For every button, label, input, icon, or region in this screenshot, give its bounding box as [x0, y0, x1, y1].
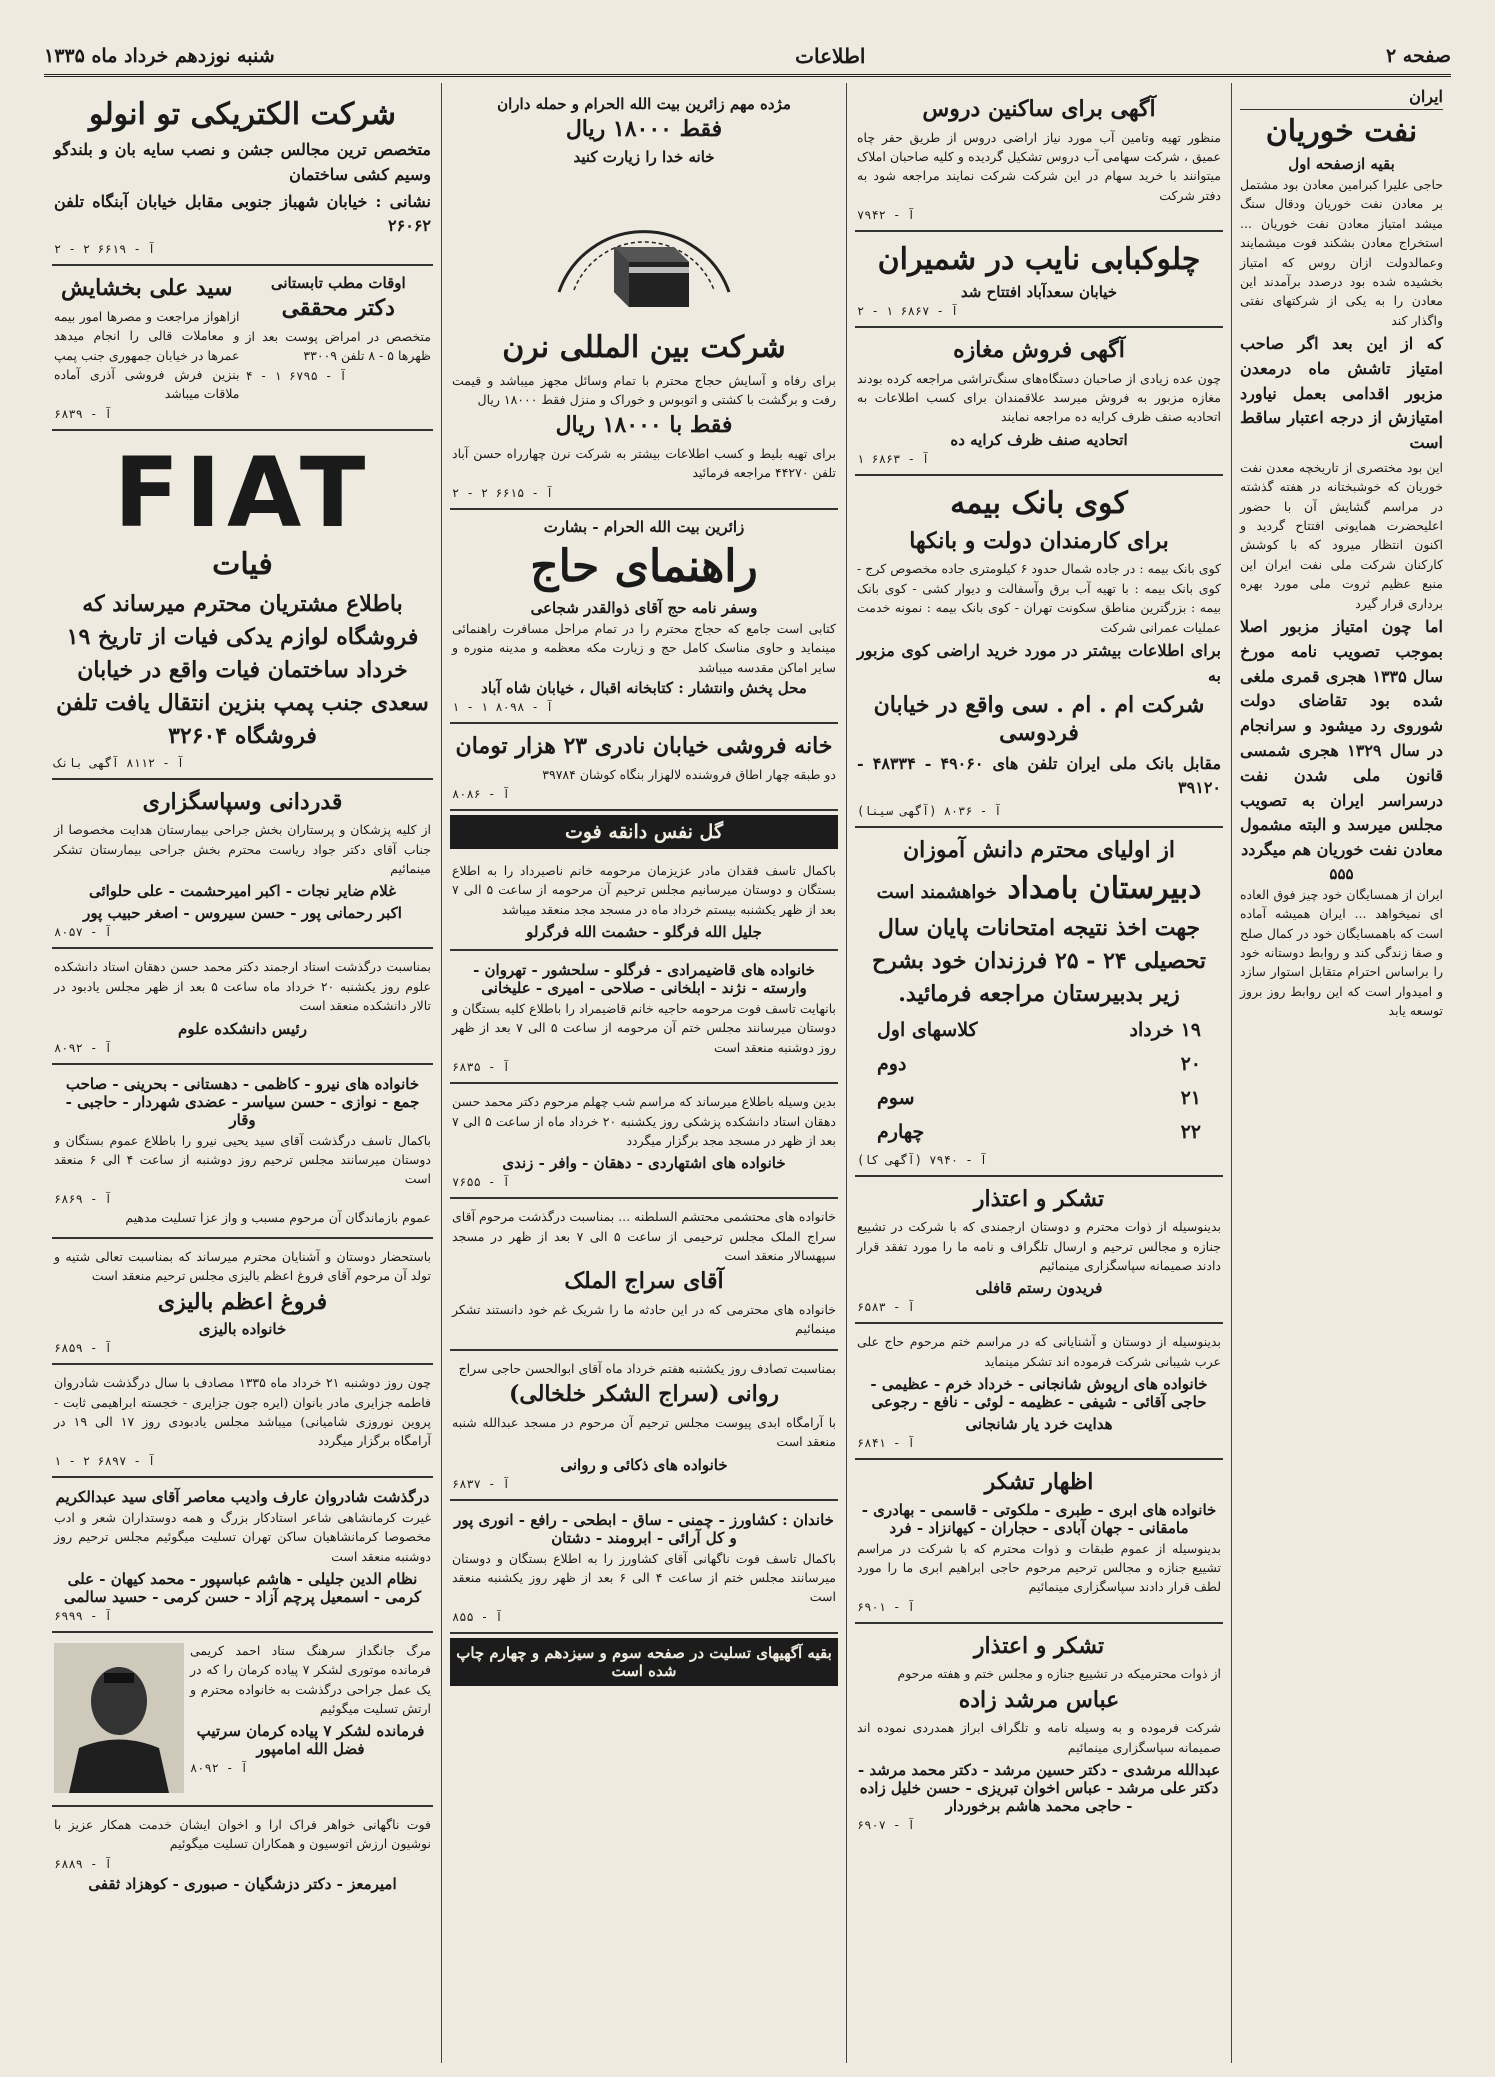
bakh-text: ازاهواز مراجعت و مصرها امور بیمه و معاملات قالی را انجام میدهد عمرها در خیابان جمهوری جنب پمپ بنزین فرش فروشی آذری آماده ملاقات میباشد — [54, 308, 240, 402]
schedule-date: ۱۹ خرداد — [1129, 1018, 1201, 1041]
schedule-row — [857, 1081, 1221, 1115]
doc-code: آ - ۶۷۹۵ ۱ - ۴ — [245, 368, 347, 383]
ad-chelokababi-sub: خیابان سعدآباد افتتاح شد — [960, 283, 1118, 302]
thanks-1-text: بدینوسیله از ذوات محترم و دوستان ارجمندی که با شرکت در تشییع جنازه و مجالس ترحیم و ارسال تلگراف و نامه ما را مورد تفقد قرار دادند صمیمانه سپاسگزاری مینمائیم — [857, 1219, 1221, 1273]
thanks-2-sig: هدایت خرد یار شانجانی — [965, 1415, 1113, 1434]
ad-shop-text: چون عده زیادی از صاحبان دستگاه‌های سنگ‌تراشی مراجعه کرده بودند مغازه مزبور به فروش میرسد علاقمندان برای کسب اطلاعات به اتحادیه صنف ظرف کرایه ده مراجعه نمایند — [857, 370, 1221, 425]
fam5-code: آ - ۸۰۹۲ — [190, 1761, 248, 1776]
article-continuation: بقیه ازصفحه اول — [1288, 155, 1395, 173]
fam6-sig: امیرمعز - دکتر دزشگیان - صبوری - کوهزاد ثقفی — [88, 1874, 397, 1893]
obituary-2-families: خانواده های قاضیمرادی - فرگلو - سلحشور - تهروان - وارسته - نژند - ابلخانی - صلاحی - امیری - علیخانی — [473, 961, 815, 998]
article-bold-2: اما چون امتیاز مزبور اصلا بموجب تصویب نامه مورخ سال ۱۳۳۵ هجری قمری ملغی شده بود تقاضای دولت شوروی رد میشود و سرانجام در سال ۱۳۲۹ هجری شمسی قانون ملی شدن نفت درسراسر ایران به تصویب مجلس میرسد و البته مشمول معادن نفت خوریان هم میگردد — [1240, 616, 1443, 860]
obituary-3-code: آ - ۷۶۵۵ — [452, 1175, 510, 1190]
guide-dist: محل پخش وانتشار : کتابخانه اقبال ، خیابان شاه آباد — [481, 679, 807, 697]
thanks-1-sig: فریدون رستم قافلی — [975, 1279, 1103, 1298]
house-title: خانه فروشی خیابان نادری ۲۳ هزار تومان — [455, 733, 833, 759]
thanks-3-text: بدینوسیله از عموم طبقات و ذوات محترم که با شرکت در مراسم تشییع جنازه و مجالس ترحیم مرحوم حاجی ابراهیم ابری ما را مورد لطف قرار دادند سپاسگزاری مینمائیم — [857, 1540, 1221, 1595]
school-name: دبیرستان بامداد — [1007, 870, 1202, 906]
obituary-footer: بقیه آگهیهای تسلیت در صفحه سوم و سیزدهم و چهارم چاپ شده است — [450, 1638, 838, 1686]
obituary-4-title: آقای سراج الملک — [564, 1268, 724, 1295]
guide-top: زائرین بیت الله الحرام - بشارت — [543, 517, 745, 536]
obituary-2-text: بانهایت تاسف فوت مرحومه حاجیه خانم قاضیمراد را باطلاع کلیه بستگان و دوستان میرسانند مجلس ختم آن مرحومه از ساعت ۵ الی ۷ بعد از ظهر روز دوشنبه منعقد است — [452, 1001, 836, 1055]
school-code: آ - ۷۹۴۰ (آگهی کا) — [857, 1152, 988, 1167]
ad-chelokababi — [855, 232, 1223, 328]
school-schedule — [857, 1013, 1221, 1150]
schedule-row — [857, 1115, 1221, 1149]
fam2-sig: خانواده بالیزی — [198, 1320, 287, 1339]
q2-text: بمناسبت درگذشت استاد ارجمند دکتر محمد حسن دهقان استاد دانشکده علوم روز یکشنبه ۲۰ خرداد ماه ساعت ۵ بعد از ظهر مجلس یادبود در تالار دانشکده منعقد است — [54, 959, 431, 1014]
fam5-sig: فرمانده لشکر ۷ پیاده کرمان سرتیپ فضل الله امامپور — [196, 1722, 425, 1759]
thanks-1-code: آ - ۶۵۸۳ — [857, 1300, 915, 1315]
schedule-date: ۲۲ — [1180, 1121, 1201, 1144]
notice-family-4 — [52, 1478, 433, 1633]
fam1-code: آ - ۶۸۶۹ — [54, 1191, 112, 1206]
ad-doctor — [246, 272, 432, 420]
ad-kuy-sub: برای کارمندان دولت و بانکها — [909, 527, 1169, 554]
guide-code: آ - ۸۰۹۸ ۱ - ۱ — [452, 700, 554, 714]
fam4-sig: نظام الدین جلیلی - هاشم عباسپور - محمد کیهان - علی کرمی - اسمعیل پرچم آزاد - حسن کرمی - حسید سالمی — [63, 1569, 422, 1606]
schedule-class: سوم — [877, 1087, 915, 1110]
obituary-1-sig: جلیل الله فرگلو - حشمت الله فرگرلو — [526, 923, 762, 942]
fam1-text: باکمال تاسف درگذشت آقای سید یحیی نیرو را باطلاع عموم بستگان و دوستان میرسانند مجلس ترحیم روز دوشنبه از ساعت ۴ الی ۶ منعقد است — [54, 1132, 431, 1187]
bakh-code: آ - ۶۸۳۹ — [54, 406, 112, 421]
schedule-class: کلاسهای اول — [877, 1018, 978, 1041]
ad-darrous-code: آ - ۷۹۴۲ — [857, 208, 915, 223]
ad-fiat — [52, 431, 433, 780]
ad-hajj-price: فقط ۱۸۰۰۰ ریال — [565, 116, 723, 142]
obituary-1-text: باکمال تاسف فقدان مادر عزیزمان مرحومه خانم ناصیرداد را به اطلاع بستگان و دوستان میرسانیم مجلس ترحیم آن مرحومه از ساعت ۵ الی ۷ بعد از ظهر یکشنبه بیستم خرداد ماه در مسجد مجد منعقد میباشد — [452, 862, 836, 917]
ad-kuy-title: کوی بانک بیمه — [950, 485, 1128, 521]
ad-hajj — [450, 87, 838, 510]
obituary-5-code: آ - ۶۸۳۷ — [452, 1476, 510, 1491]
ad-hajj-company: شرکت بین المللی نرن — [502, 329, 786, 365]
house-text: دو طبقه چهار اطاق فروشنده لالهزار بنگاه کوشان ۳۹۷۸۴ — [542, 766, 836, 782]
ad-kuy-phone: مقابل بانک ملی ایران تلفن های ۴۹۰۶۰ - ۴۸۳۳۴ - ۳۹۱۲۰ — [857, 753, 1222, 798]
elec-text: متخصص ترین مجالس جشن و نصب سایه بان و بلندگو وسیم کشی ساختمان — [54, 140, 431, 184]
school-name-suffix: خواهشمند است — [876, 881, 997, 903]
ad-hajj-price-2: فقط با ۱۸۰۰۰ ریال — [555, 412, 733, 439]
thanks-2 — [855, 1324, 1223, 1460]
fam2-text: باستحضار دوستان و آشنایان محترم میرساند که بمناسبت تعالی شتیه و تولد آن مرحوم آقای فروغ اعظم بالیزی مجلس ترحیم منعقد است — [54, 1249, 431, 1284]
article-body-1: حاجی علیرا کبرامین معادن بود مشتمل بر معادن نفت خوریان ودقال سنگ میشد امتیاز معادن نفت خوریان ... استخراج معادن بشکند فوت میشمایند وعمالدولت ازان روس که امتیاز بخشیده شده بود درصدد برآمدند این معادن را به یکی از شرکتهای نفتی واگذار کند — [1240, 177, 1443, 328]
article-bold-1: که از این بعد اگر صاحب امتیاز تاشش ماه درمعدن مزبور اقدامی بعمل نیاورد امتیازش از درجه اعتبار ساقط است — [1240, 334, 1443, 453]
thanks-3-title: اظهار تشکر — [984, 1469, 1094, 1496]
ad-house — [450, 724, 838, 811]
ad-bakhshayesh — [54, 272, 240, 420]
thanks-4-sig: عبدالله مرشدی - دکتر حسین مرشد - دکتر محمد مرشد - دکتر علی مرشد - عباس اخوان تبریزی - حسن خلیل زاده - حاجی محمد هاشم برخوردار — [857, 1761, 1221, 1816]
obituary-3-families: خانواده های اشتهاردی - دهقان - وافر - زندی — [502, 1154, 786, 1173]
fam2-name: فروغ اعظم بالیزی — [157, 1288, 328, 1315]
masthead — [44, 38, 1451, 77]
thanks-4 — [855, 1624, 1223, 1840]
guide-text: کتابی است جامع که حجاج محترم را در تمام مراحل مسافرت راهنمائی مینماید و حاوی مناسک کامل حج و زیارت مکه معظمه و مدینه منوره و سایر اماکن مقدسه میباشد — [452, 620, 836, 675]
thanks-2-code: آ - ۶۸۴۱ — [857, 1436, 915, 1451]
schedule-date: ۲۰ — [1180, 1053, 1201, 1076]
notice-faculty — [52, 949, 433, 1064]
obituary-4-text: خانواده های محتشمی محتشم السلطنه ... بمناسبت درگذشت مرحوم آقای سراج الملک مجلس ترحیمی از ساعت ۵ الی ۷ بعد از ظهر در مسجد سپهسالار منعقد است — [452, 1209, 836, 1264]
masthead-date: شنبه نوزدهم خرداد ماه ۱۳۳۵ — [44, 45, 275, 67]
schedule-row — [857, 1047, 1221, 1081]
thanks-3-families: خانواده های ابری - طبری - ملکوتی - قاسمی - بهادری - مامقانی - جهان آبادی - حجاران - کیهانزاد - فرد — [861, 1500, 1217, 1537]
thanks-4-code: آ - ۶۹۰۷ — [857, 1818, 915, 1833]
q-title: قدردانی وسپاسگزاری — [142, 788, 343, 815]
ad-darrous-title: آگهی برای ساکنین دروس — [922, 96, 1156, 122]
elec-code: آ - ۶۶۱۹ ۲ - ۲ — [54, 242, 156, 257]
obituary-2-code: آ - ۶۸۳۵ — [452, 1060, 510, 1075]
kaaba-emblem-icon — [529, 172, 759, 322]
ad-school-bamdad — [855, 828, 1223, 1176]
notice-family-3 — [52, 1365, 433, 1478]
school-title: از اولیای محترم دانش آموزان — [903, 837, 1175, 864]
ad-kuy-items: کوی بانک بیمه : در جاده شمال حدود ۶ کیلومتری جاده مخصوص کرج - کوی بانک بیمه : با تهیه آب برق وآسفالت و دیوار کشی - کوی بانک بیمه : بزرگترین مناطق سکونت تهران - کوی بانک بیمه : نمونه خدمت عملیات عمرانی شرکت — [857, 561, 1221, 635]
obituary-5 — [450, 1351, 838, 1501]
ad-hajj-top: مژده مهم زائرین بیت الله الحرام و حمله داران — [497, 95, 791, 113]
ad-chelokababi-title: چلوکبابی نایب در شمیران — [877, 242, 1201, 278]
obituary-5-families: خانواده های ذکائی و روانی — [560, 1455, 728, 1474]
article-title: نفت خوریان — [1265, 114, 1418, 149]
ad-shop-sig: اتحادیه صنف ظرف کرایه ده — [950, 430, 1128, 449]
obituary-6-families: خاندان : کشاورز - چمنی - ساق - ابطحی - رافع - انوری پور و کل آرائی - ابرومند - دشتان — [454, 1510, 834, 1547]
guide-author: وسفر نامه حج آقای ذوالقدر شجاعی — [530, 598, 758, 617]
fam4-code: آ - ۶۹۹۹ — [54, 1608, 112, 1623]
doc-text: متخصص در امراض پوست بعد از ظهرها ۵ - ۸ تلفن ۳۳۰۰۹ — [245, 328, 431, 364]
obituary-2 — [450, 951, 838, 1084]
ad-shop-sale — [855, 328, 1223, 476]
article-separator: ۵۵۵ — [1329, 864, 1354, 883]
ad-kuy-bimeh — [855, 476, 1223, 828]
schedule-date: ۲۱ — [1180, 1087, 1201, 1110]
fiat-code: آ - ۸۱۱۲ آگهی بانک — [54, 755, 185, 770]
fam1-note: عموم بازماندگان آن مرحوم مسبب و واز عزا تسلیت مدهیم — [125, 1209, 431, 1225]
house-code: آ - ۸۰۸۶ — [452, 786, 510, 801]
thanks-3-code: آ - ۶۹۰۱ — [857, 1599, 915, 1614]
school-text: جهت اخذ نتیجه امتحانات پایان سال تحصیلی ۲۴ - ۲۵ فرزندان خود بشرح زیر بدبیرستان مراجعه فرمائید. — [871, 914, 1207, 1007]
notice-family-5 — [52, 1633, 433, 1807]
ad-shop-code: آ - ۶۸۶۳ ۱ — [857, 451, 930, 466]
fam2-code: آ - ۶۸۵۹ — [54, 1341, 112, 1356]
ad-darrous — [855, 87, 1223, 232]
guide-title: راهنمای حاج — [530, 540, 758, 592]
column-ads-left — [44, 83, 441, 2063]
fam5-text: مرگ جانگداز سرهنگ ستاد احمد کریمی فرمانده موتوری لشکر ۷ پیاده کرمان را که در یک عمل جراحی درگذشت به خانواده محترم و ارتش تسلیت میگوئیم — [190, 1642, 431, 1717]
fiat-text: باطلاع مشتریان محترم میرساند که فروشگاه لوازم یدکی فیات از تاریخ ۱۹ خرداد ساختمان فیات واقع در خیابان سعدی جنب پمپ بنزین انتقال یافت تلفن فروشگاه ۳۲۶۰۴ — [56, 590, 429, 749]
fam6-text: فوت ناگهانی خواهر فراک ارا و اخوان ایشان خدمت همکار عزیز با نوشیون ارزش اتوسیون و همکاران تسلیت میگوئیم — [54, 1816, 431, 1852]
obituary-5-body: با آرامگاه ابدی پیوست مجلس ترحیم آن مرحوم در مسجد عبدالله شنبه منعقد است — [452, 1414, 836, 1450]
doc-name: دکتر محققی — [281, 295, 395, 322]
ad-hajj-slogan: خانه خدا را زیارت کنید — [573, 147, 715, 166]
ad-kuy-company: شرکت ام . ام . سی واقع در خیابان فردوسی — [873, 691, 1205, 747]
notice-family-1 — [52, 1065, 433, 1240]
fam6-code: آ - ۶۸۸۹ — [54, 1856, 112, 1871]
q-code: آ - ۸۰۵۷ — [54, 925, 112, 940]
ad-chelokababi-code: آ - ۶۸۶۷ ۱ - ۲ — [857, 304, 959, 319]
thanks-2-text: بدینوسیله از دوستان و آشنایانی که در مراسم ختم مرحوم حاج علی عرب شیبانی شرکت فرموده اند تشکر مینماید — [857, 1334, 1221, 1369]
fam4-text: غیرت کرمانشاهی شاعر استادکار بزرگ و همه دوستداران شعر و ادب مخصوصا کرمانشاهیان ساکن تهران تسلیت میگوئیم مجلس ترحیم روز دوشنبه منعقد است — [54, 1509, 431, 1564]
masthead-page: صفحه ۲ — [1385, 45, 1451, 67]
schedule-class: چهارم — [877, 1121, 925, 1144]
thanks-4-body: شرکت فرموده و به وسیله نامه و تلگراف ابراز همدردی نموده اند صمیمانه سپاسگزاری مینمائیم — [857, 1720, 1221, 1755]
q-sig-1: غلام ضایر نجات - اکبر امیرحشمت - علی حلوائی — [88, 882, 397, 901]
thanks-1 — [855, 1177, 1223, 1325]
notice-family-6 — [52, 1807, 433, 1901]
column-ads-center-left — [441, 83, 846, 2063]
ad-shop-title: آگهی فروش مغازه — [953, 337, 1125, 364]
elec-addr: نشانی : خیابان شهباز جنوبی مقابل خیابان آبنگاه تلفن ۲۶۰۶۲ — [54, 191, 431, 236]
obituary-6-code: آ - ۸۵۵ — [452, 1609, 503, 1624]
elec-title: شرکت الکتریکی تو انولو — [88, 97, 396, 132]
masthead-name: اطلاعات — [795, 44, 866, 68]
column-iran — [1231, 83, 1451, 2063]
columns — [44, 83, 1451, 2063]
obituary-header: گل نفس دانقه فوت — [450, 815, 838, 849]
bakh-name: سید علی بخشایش — [60, 275, 233, 302]
thanks-1-title: تشکر و اعتذار — [973, 1185, 1105, 1212]
ad-electric — [52, 87, 433, 266]
article-body-2: این بود مختصری از تاریخچه معدن نفت خوریان که خوشبختانه در هفته گذشته در مراسم گشایش آن با حضور اعلیحضرت همایونی افتتاح گردید و اکنون انتظار میرود که با کوشش کارکنان شرکت ملی نفت ایران این منبع عظیم ثروت ملی مورد بهره برداری قرار گیرد — [1240, 459, 1443, 611]
fiat-name: فیات — [212, 546, 273, 582]
thanks-4-name: عباس مرشد زاده — [958, 1686, 1120, 1713]
notice-family-2 — [52, 1239, 433, 1365]
column-ads-center-right — [846, 83, 1231, 2063]
q2-code: آ - ۸۰۹۲ — [54, 1040, 112, 1055]
fam3-text: چون روز دوشنبه ۲۱ خرداد ماه ۱۳۳۵ مصادف با سال درگذشت شادروان فاطمه جزایری مادر بانوان (ایره جون جزایری - خجسته ابراهیمی ثابت - پروین نوروزی شامیانی) میباشد مجلس یادبودی روز ۱۷ الی ۱۹ در آرامگاه برگزار میگردد — [54, 1375, 432, 1449]
fam3-code: آ - ۶۸۹۷ ۲ - ۱ — [54, 1453, 156, 1468]
ad-kuy-code: آ - ۸۰۳۶ (آگهی سینا) — [857, 804, 1002, 819]
ad-hajj-contact: برای تهیه بلیط و کسب اطلاعات بیشتر به شرکت نرن چهارراه حسن آباد تلفن ۴۴۲۷۰ مراجعه فرمائید — [452, 445, 836, 481]
obituary-5-title: روانی (سراج الشکر خلخالی) — [508, 1381, 780, 1408]
fam1-families: خانواده های نیرو - کاظمی - دهستانی - بحرینی - صاحب جمع - نوازی - حسن سیاسر - عضدی شهردار - حاجبی - وقار — [65, 1074, 420, 1129]
obituary-6 — [450, 1501, 838, 1634]
schedule-row — [857, 1013, 1221, 1047]
obituary-1 — [450, 853, 838, 951]
ad-kuy-info: برای اطلاعات بیشتر در مورد خرید اراضی کوی مزبور به — [857, 640, 1221, 685]
thanks-4-text: از ذوات محترمیکه در تشییع جنازه و مجلس ختم و هفته مرحوم — [897, 1666, 1221, 1682]
thanks-4-title: تشکر و اعتذار — [973, 1632, 1105, 1659]
q2-sig: رئیس دانشکده علوم — [178, 1019, 307, 1038]
schedule-class: دوم — [877, 1053, 907, 1076]
obituary-5-text: بمناسبت تصادف روز یکشنبه هفتم خرداد ماه آقای ابوالحسن حاجی سراج — [458, 1360, 836, 1376]
section-label: ایران — [1240, 87, 1443, 110]
officer-portrait-icon — [54, 1643, 184, 1793]
ad-hajj-text: برای رفاه و آسایش حجاج محترم با تمام وسائل مجهز میباشد و قیمت رفت و برگشت با کشتی و اتوبوس و خوراک و منزل فقط ۱۸۰۰۰ ریال — [452, 372, 836, 407]
ad-hajj-code: آ - ۶۶۱۵ ۲ - ۲ — [452, 485, 554, 500]
obituary-4 — [450, 1199, 838, 1350]
doc-title: اوقات مطب تابستانی — [270, 274, 406, 293]
obituary-6-text: باکمال تاسف فوت ناگهانی آقای کشاورز را به اطلاع بستگان و دوستان میرسانند مجلس ختم از ساعت ۴ الی ۶ بعد از ظهر روز یکشنبه منعقد است — [452, 1550, 836, 1605]
ad-guide — [450, 510, 838, 724]
thanks-2-families: خانواده های ارپوش شانجانی - خرداد خرم - عظیمی - حاجی آقائی - شیفی - عظیمه - لوئی - نافع - رجوعی — [870, 1375, 1208, 1412]
obituary-3-text: بدین وسیله باطلاع میرساند که مراسم شب چهلم مرحوم دکتر محمد حسن دهقان استاد دانشکده پزشکی روز یکشنبه ۲۰ خرداد ماه از ساعت ۵ الی ۷ بعد از ظهر در مسجد مجد برگزار میگردد — [452, 1094, 836, 1148]
ad-doctor-bakhshayesh — [52, 266, 433, 430]
ad-gratitude — [52, 780, 433, 950]
ad-darrous-text: منظور تهیه وتامین آب مورد نیاز اراضی دروس از طریق حفر چاه عمیق ، شرکت سهامی آب دروس تشکیل گردیده و کلیه صاحبان املاک میتوانند با خرید سهام در این شرکت شرکت نمایند مراجعه شود به دفتر شرکت — [857, 129, 1221, 203]
thanks-3 — [855, 1460, 1223, 1624]
school-name-line — [857, 869, 1221, 908]
obituary-4-sig: خانواده های محترمی که در این حادثه ما را شریک غم خود دانستند تشکر مینمائیم — [452, 1302, 836, 1337]
obituary-3 — [450, 1084, 838, 1199]
article-body-3: ایران از همسایگان خود چیز فوق العاده ای نمیخواهد ... ایران همیشه آماده است که باهمسایگان خود در کمال صلح و صفا زندگی کند و روابط دوستانه خود را براساس احترام متقابل استوار سازد و امیدوار است که این روابط روز بروز توسعه یابد — [1240, 886, 1443, 1019]
q-text: از کلیه پزشکان و پرستاران بخش جراحی بیمارستان هدایت مخصوصا از جناب آقای دکتر جواد ریاست محترم بخش جراحی بیمارستان تشکر مینمائیم — [54, 822, 431, 876]
fam4-title: درگذشت شادروان عارف وادیب معاصر آقای سید عبدالکریم — [55, 1487, 430, 1506]
fiat-logo: FIAT — [113, 436, 372, 549]
q-sig-2: اکبر رحمانی پور - حسن سیروس - اصغر حبیب پور — [83, 904, 402, 923]
